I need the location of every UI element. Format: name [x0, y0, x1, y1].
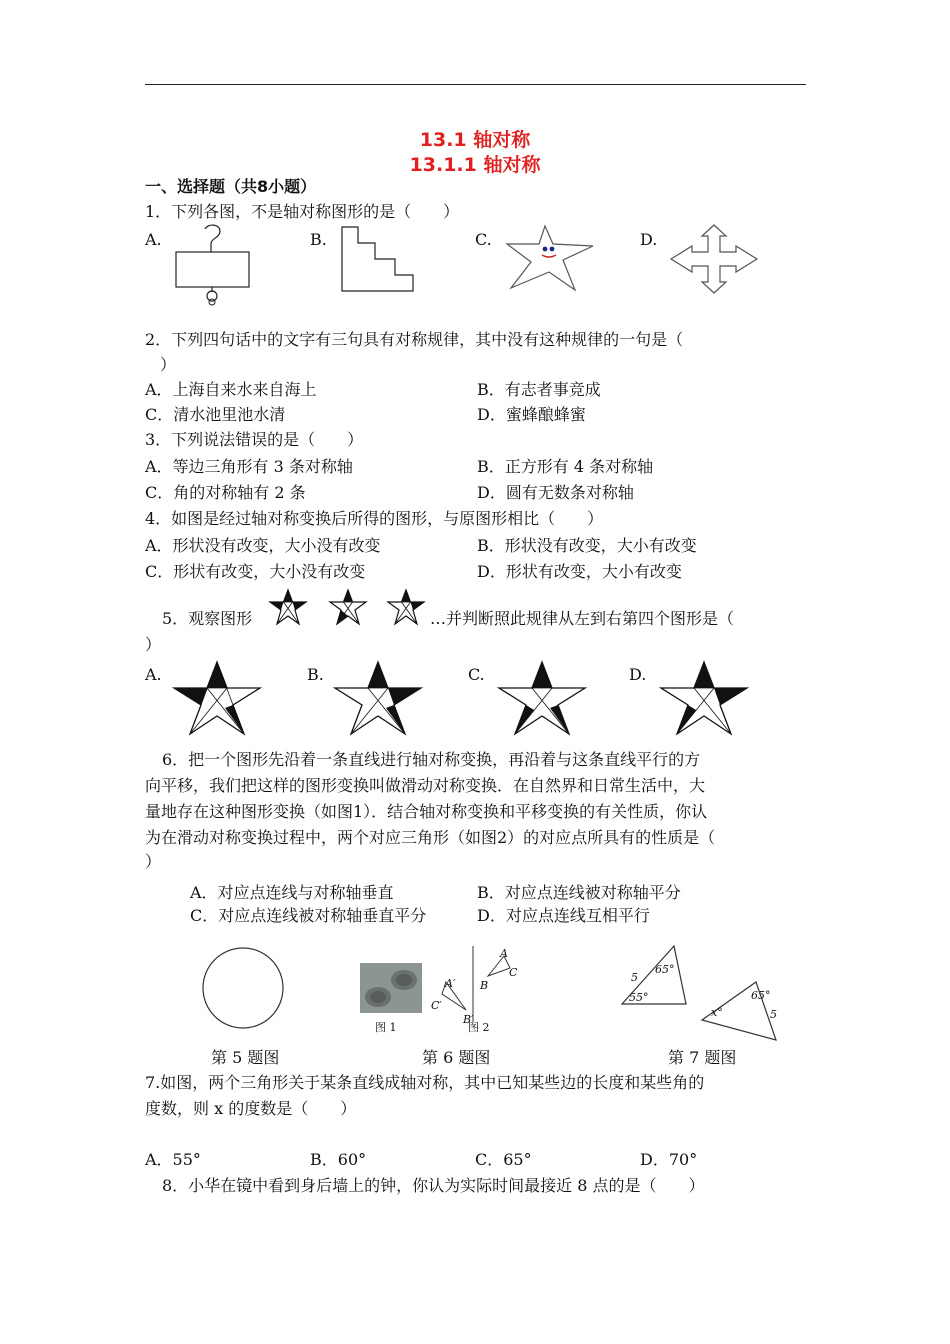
q6-point-a2: A′ — [445, 977, 456, 990]
q5-option-a: A. — [145, 665, 162, 684]
q6-option-a: A．对应点连线与对称轴垂直 — [190, 883, 394, 902]
q5-stem-line2: ） — [145, 635, 162, 654]
q6-line5: ） — [145, 852, 162, 871]
q3-option-d: D．圆有无数条对称轴 — [477, 483, 634, 502]
q1-figure-d-four-arrows — [668, 222, 760, 296]
q2-option-a: A．上海自来水来自海上 — [145, 380, 317, 399]
q2-option-b: B．有志者事竞成 — [477, 380, 601, 399]
q7-angle-65-left: 65° — [655, 963, 675, 976]
q3-option-c: C．角的对称轴有 2 条 — [145, 483, 306, 502]
q6-point-b: B — [480, 979, 489, 992]
q5-option-d-star — [659, 660, 749, 736]
q7-angle-x: x° — [711, 1006, 723, 1019]
q1-option-c: C. — [475, 230, 492, 249]
q5-option-b: B. — [307, 665, 324, 684]
q4-stem: 4．如图是经过轴对称变换后所得的图形，与原图形相比（ ） — [145, 509, 604, 528]
q7-line2: 度数，则 x 的度数是（ ） — [145, 1099, 357, 1118]
q2-stem-line2: ） — [160, 355, 177, 374]
q5-figure-circle — [201, 946, 285, 1030]
page-title: 13.1 轴对称 — [419, 129, 531, 151]
q6-figure1-label: 图 1 — [375, 1021, 397, 1034]
q7-option-c: C．65° — [475, 1150, 532, 1169]
q7-side-left: 5 — [631, 971, 638, 984]
q7-option-d: D．70° — [640, 1150, 698, 1169]
q6-figure2-triangles — [428, 944, 528, 1024]
q1-figure-c-star-face — [505, 222, 600, 294]
q5-stem-pre: 5．观察图形 — [162, 609, 253, 628]
q6-option-b: B．对应点连线被对称轴平分 — [477, 883, 681, 902]
q6-line3: 量地存在这种图形变换（如图1）．结合轴对称变换和平移变换的有关性质，你认 — [145, 802, 708, 821]
q6-point-c2: C′ — [431, 999, 442, 1012]
q2-stem-line1: 2．下列四句话中的文字有三句具有对称规律，其中没有这种规律的一句是（ — [145, 330, 684, 349]
q1-figure-a-hook-rectangle — [170, 222, 260, 308]
q3-option-a: A．等边三角形有 3 条对称轴 — [145, 457, 353, 476]
page-subtitle: 13.1.1 轴对称 — [409, 154, 541, 176]
q1-figure-b-staircase — [340, 225, 420, 295]
q3-option-b: B．正方形有 4 条对称轴 — [477, 457, 654, 476]
q5-option-d: D. — [629, 665, 647, 684]
q3-stem: 3．下列说法错误的是（ ） — [145, 430, 364, 449]
q5-pattern-stars — [268, 588, 428, 628]
q6-line1: 6．把一个图形先沿着一条直线进行轴对称变换，再沿着与这条直线平行的方 — [162, 750, 701, 769]
q5-option-b-star — [333, 660, 423, 736]
q7-line1: 7.如图，两个三角形关于某条直线成轴对称，其中已知某些边的长度和某些角的 — [145, 1073, 705, 1092]
q5-stem-post: …并判断照此规律从左到右第四个图形是（ — [430, 609, 735, 628]
q4-option-b: B．形状没有改变，大小有改变 — [477, 536, 697, 555]
q4-option-a: A．形状没有改变，大小没有改变 — [145, 536, 381, 555]
q6-line4: 为在滑动对称变换过程中，两个对应三角形（如图2）的对应点所具有的性质是（ — [145, 828, 716, 847]
q6-point-a: A — [500, 947, 508, 960]
q1-option-a: A. — [145, 230, 162, 249]
q7-option-b: B．60° — [310, 1150, 367, 1169]
q1-option-b: B. — [310, 230, 327, 249]
q6-figure1-leaf-photo — [360, 963, 422, 1013]
q7-angle-55: 55° — [629, 991, 649, 1004]
q6-option-d: D．对应点连线互相平行 — [477, 906, 650, 925]
q5-option-c: C. — [468, 665, 485, 684]
q4-option-c: C．形状有改变，大小没有改变 — [145, 562, 366, 581]
q6-figure2-label: 图 2 — [468, 1021, 490, 1034]
caption-fig7: 第 7 题图 — [668, 1048, 737, 1067]
q7-side-right: 5 — [770, 1008, 777, 1021]
q7-option-a: A．55° — [145, 1150, 201, 1169]
q5-option-a-star — [172, 660, 262, 736]
caption-fig5: 第 5 题图 — [211, 1048, 280, 1067]
q6-line2: 向平移，我们把这样的图形变换叫做滑动对称变换．在自然界和日常生活中，大 — [145, 776, 706, 795]
q6-point-c: C — [509, 966, 518, 979]
q1-stem: 1．下列各图，不是轴对称图形的是（ ） — [145, 202, 460, 221]
q6-point-b2: B′ — [463, 1013, 474, 1026]
q5-option-c-star — [497, 660, 587, 736]
q2-option-c: C．清水池里池水清 — [145, 405, 286, 424]
caption-fig6: 第 6 题图 — [422, 1048, 491, 1067]
section-header: 一、选择题（共8小题） — [145, 177, 317, 196]
q2-option-d: D．蜜蜂酿蜂蜜 — [477, 405, 586, 424]
q7-angle-65-right: 65° — [751, 989, 771, 1002]
header-rule — [145, 84, 806, 85]
q8-stem: 8．小华在镜中看到身后墙上的钟，你认为实际时间最接近 8 点的是（ ） — [162, 1176, 705, 1195]
q4-option-d: D．形状有改变，大小有改变 — [477, 562, 682, 581]
q1-option-d: D. — [640, 230, 658, 249]
q6-option-c: C．对应点连线被对称轴垂直平分 — [190, 906, 427, 925]
